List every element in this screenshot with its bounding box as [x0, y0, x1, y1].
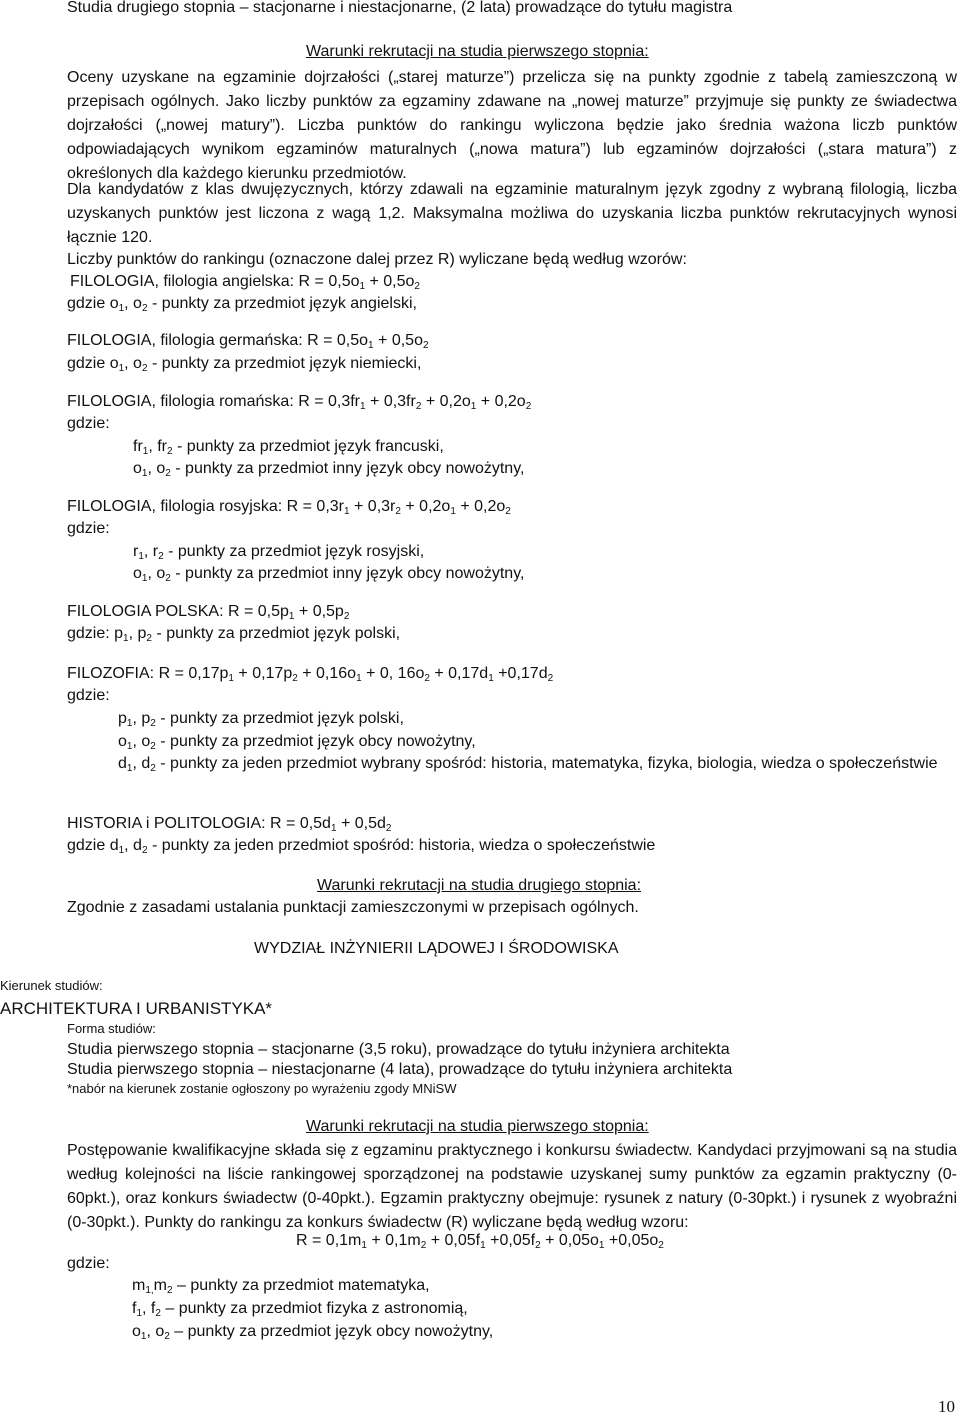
faculty-heading: WYDZIAŁ INŻYNIERII LĄDOWEJ I ŚRODOWISKA — [254, 940, 619, 957]
kierunek-label: Kierunek studiów: — [0, 978, 103, 993]
paragraph-second-degree: Zgodnie z zasadami ustalania punktacji zamieszczonymi w przepisach ogólnych. — [67, 899, 639, 916]
formula-arch-m: $m_{1,}m_2$ – punkty za przedmiot matematyka, — [132, 1277, 430, 1296]
formula-romance-o: $o_1$, $o_2$ - punkty za przedmiot inny język obcy nowożytny, — [133, 460, 525, 479]
page-number: 10 — [938, 1397, 955, 1416]
formula-philosophy-p: $p_1$, $p_2$ - punkty za przedmiot język polski, — [118, 710, 404, 729]
kierunek-name: ARCHITEKTURA I URBANISTYKA* — [0, 999, 273, 1018]
section-heading-first-degree: Warunki rekrutacji na studia pierwszego stopnia: — [306, 43, 649, 60]
formula-arch-o: $o_1$, $o_2$ – punkty za przedmiot język obcy nowożytny, — [132, 1323, 494, 1342]
top-line: Studia drugiego stopnia – stacjonarne i niestacjonarne, (2 lata) prowadzące do tytułu magistra — [67, 0, 733, 16]
formula-philosophy-d: $d_1$, $d_2$ - punkty za jeden przedmiot wybrany spośród: historia, matematyka, fizyka, biologia, wiedza o społeczeństwie — [118, 755, 938, 774]
formula-arch-f: $f_1$, $f_2$ – punkty za przedmiot fizyka z astronomią, — [132, 1300, 468, 1319]
formula-arch: $R = 0,1m_1 + 0,1m_2 + 0,05f_1 +0,05f_2 + 0,05o_1 +0,05o_2$ — [296, 1232, 664, 1251]
formula-philosophy-o: $o_1$, $o_2$ - punkty za przedmiot język obcy nowożytny, — [118, 733, 476, 752]
section-heading-arch: Warunki rekrutacji na studia pierwszego stopnia: — [306, 1118, 649, 1135]
gdzie-label: gdzie: — [67, 520, 110, 537]
paragraph-matura: Oceny uzyskane na egzaminie dojrzałości („starej maturze”) przelicza się na punkty zgodnie z tabelą zamieszczoną w przepisach ogólnych. Jako liczby punktów za egzaminy zdawane na „nowej maturze” przyjmuje się punkty ze świadectwa dojrzałości („nowej matury”). Liczba punktów do rankingu wyliczona będzie jako średnia ważona liczb punktów odpowiadających wynikom egzaminów maturalnych („nowa matura”) lub egzaminów dojrzałości („stara matura”) z określonych dla każdego kierunku przedmiotów. — [67, 69, 957, 182]
formula-english: FILOLOGIA, filologia angielska: $R = 0,5o_1 + 0,5o_2$ — [70, 273, 420, 292]
formula-history-desc: gdzie $d_1$, $d_2$ - punkty za jeden przedmiot spośród: historia, wiedza o społeczeństwie — [67, 837, 656, 856]
formula-russian-o: $o_1$, $o_2$ - punkty za przedmiot inny język obcy nowożytny, — [133, 565, 525, 584]
formula-polish: FILOLOGIA POLSKA: $R = 0,5p_1 + 0,5p_2$ — [67, 603, 350, 622]
formula-romance-fr: $fr_1$, $fr_2$ - punkty za przedmiot język francuski, — [133, 438, 444, 457]
formula-polish-desc: gdzie: $p_1$, $p_2$ - punkty za przedmiot język polski, — [67, 625, 401, 644]
formula-philosophy: FILOZOFIA: $R = 0,17p_1 + 0,17p_2 + 0,16o_1 + 0$, $16o_2 + 0,17d_1 +0,17d_2$ — [67, 665, 554, 684]
paragraph-ranking-intro: Liczby punktów do rankingu (oznaczone dalej przez R) wyliczane będą według wzorów: — [67, 251, 687, 268]
formula-history: HISTORIA i POLITOLOGIA: $R = 0,5d_1 + 0,5d_2$ — [67, 815, 392, 834]
formula-russian-r: $r_1$, $r_2$ - punkty za przedmiot język rosyjski, — [133, 543, 425, 562]
formula-russian: FILOLOGIA, filologia rosyjska: $R = 0,3r_1 + 0,3r_2 + 0,2o_1 + 0,2o_2$ — [67, 498, 511, 517]
gdzie-label: gdzie: — [67, 687, 110, 704]
paragraph-arch: Postępowanie kwalifikacyjne składa się z egzaminu praktycznego i konkursu świadectw. Kandydaci przyjmowani są na studia według kolejności na liście rankingowej sporządzonej na podstawie uzyskanej sumy punktów za egzamin praktyczny (0-60pkt.), oraz konkurs świadectw (0-40pkt.). Egzamin praktyczny obejmuje: rysunek z natury (0-30pkt.) i rysunek z wyobraźni (0-30pkt.). Punkty do rankingu za konkurs świadectw (R) wyliczane będą według wzoru: — [67, 1142, 957, 1231]
forma-part-time: Studia pierwszego stopnia – niestacjonarne (4 lata), prowadzące do tytułu inżyniera architekta — [67, 1061, 733, 1078]
gdzie-label: gdzie: — [67, 415, 110, 432]
gdzie-label: gdzie: — [67, 1255, 110, 1272]
formula-german: FILOLOGIA, filologia germańska: $R = 0,5o_1 + 0,5o_2$ — [67, 332, 429, 351]
formula-english-desc: gdzie $o_1$, $o_2$ - punkty za przedmiot język angielski, — [67, 295, 417, 314]
forma-label: Forma studiów: — [67, 1021, 156, 1036]
paragraph-bilingual: Dla kandydatów z klas dwujęzycznych, którzy zdawali na egzaminie maturalnym język zgodny z wybraną filologią, liczba uzyskanych punktów jest liczona z wagą 1,2. Maksymalna możliwa do uzyskania liczba punktów rekrutacyjnych wynosi łącznie 120. — [67, 181, 957, 246]
section-heading-second-degree: Warunki rekrutacji na studia drugiego stopnia: — [317, 877, 642, 894]
footnote: *nabór na kierunek zostanie ogłoszony po wyrażeniu zgody MNiSW — [67, 1081, 457, 1096]
formula-romance: FILOLOGIA, filologia romańska: $R = 0,3fr_1 + 0,3fr_2 + 0,2o_1 + 0,2o_2$ — [67, 393, 532, 412]
forma-stationary: Studia pierwszego stopnia – stacjonarne (3,5 roku), prowadzące do tytułu inżyniera architekta — [67, 1041, 730, 1058]
formula-german-desc: gdzie $o_1$, $o_2$ - punkty za przedmiot język niemiecki, — [67, 355, 422, 374]
